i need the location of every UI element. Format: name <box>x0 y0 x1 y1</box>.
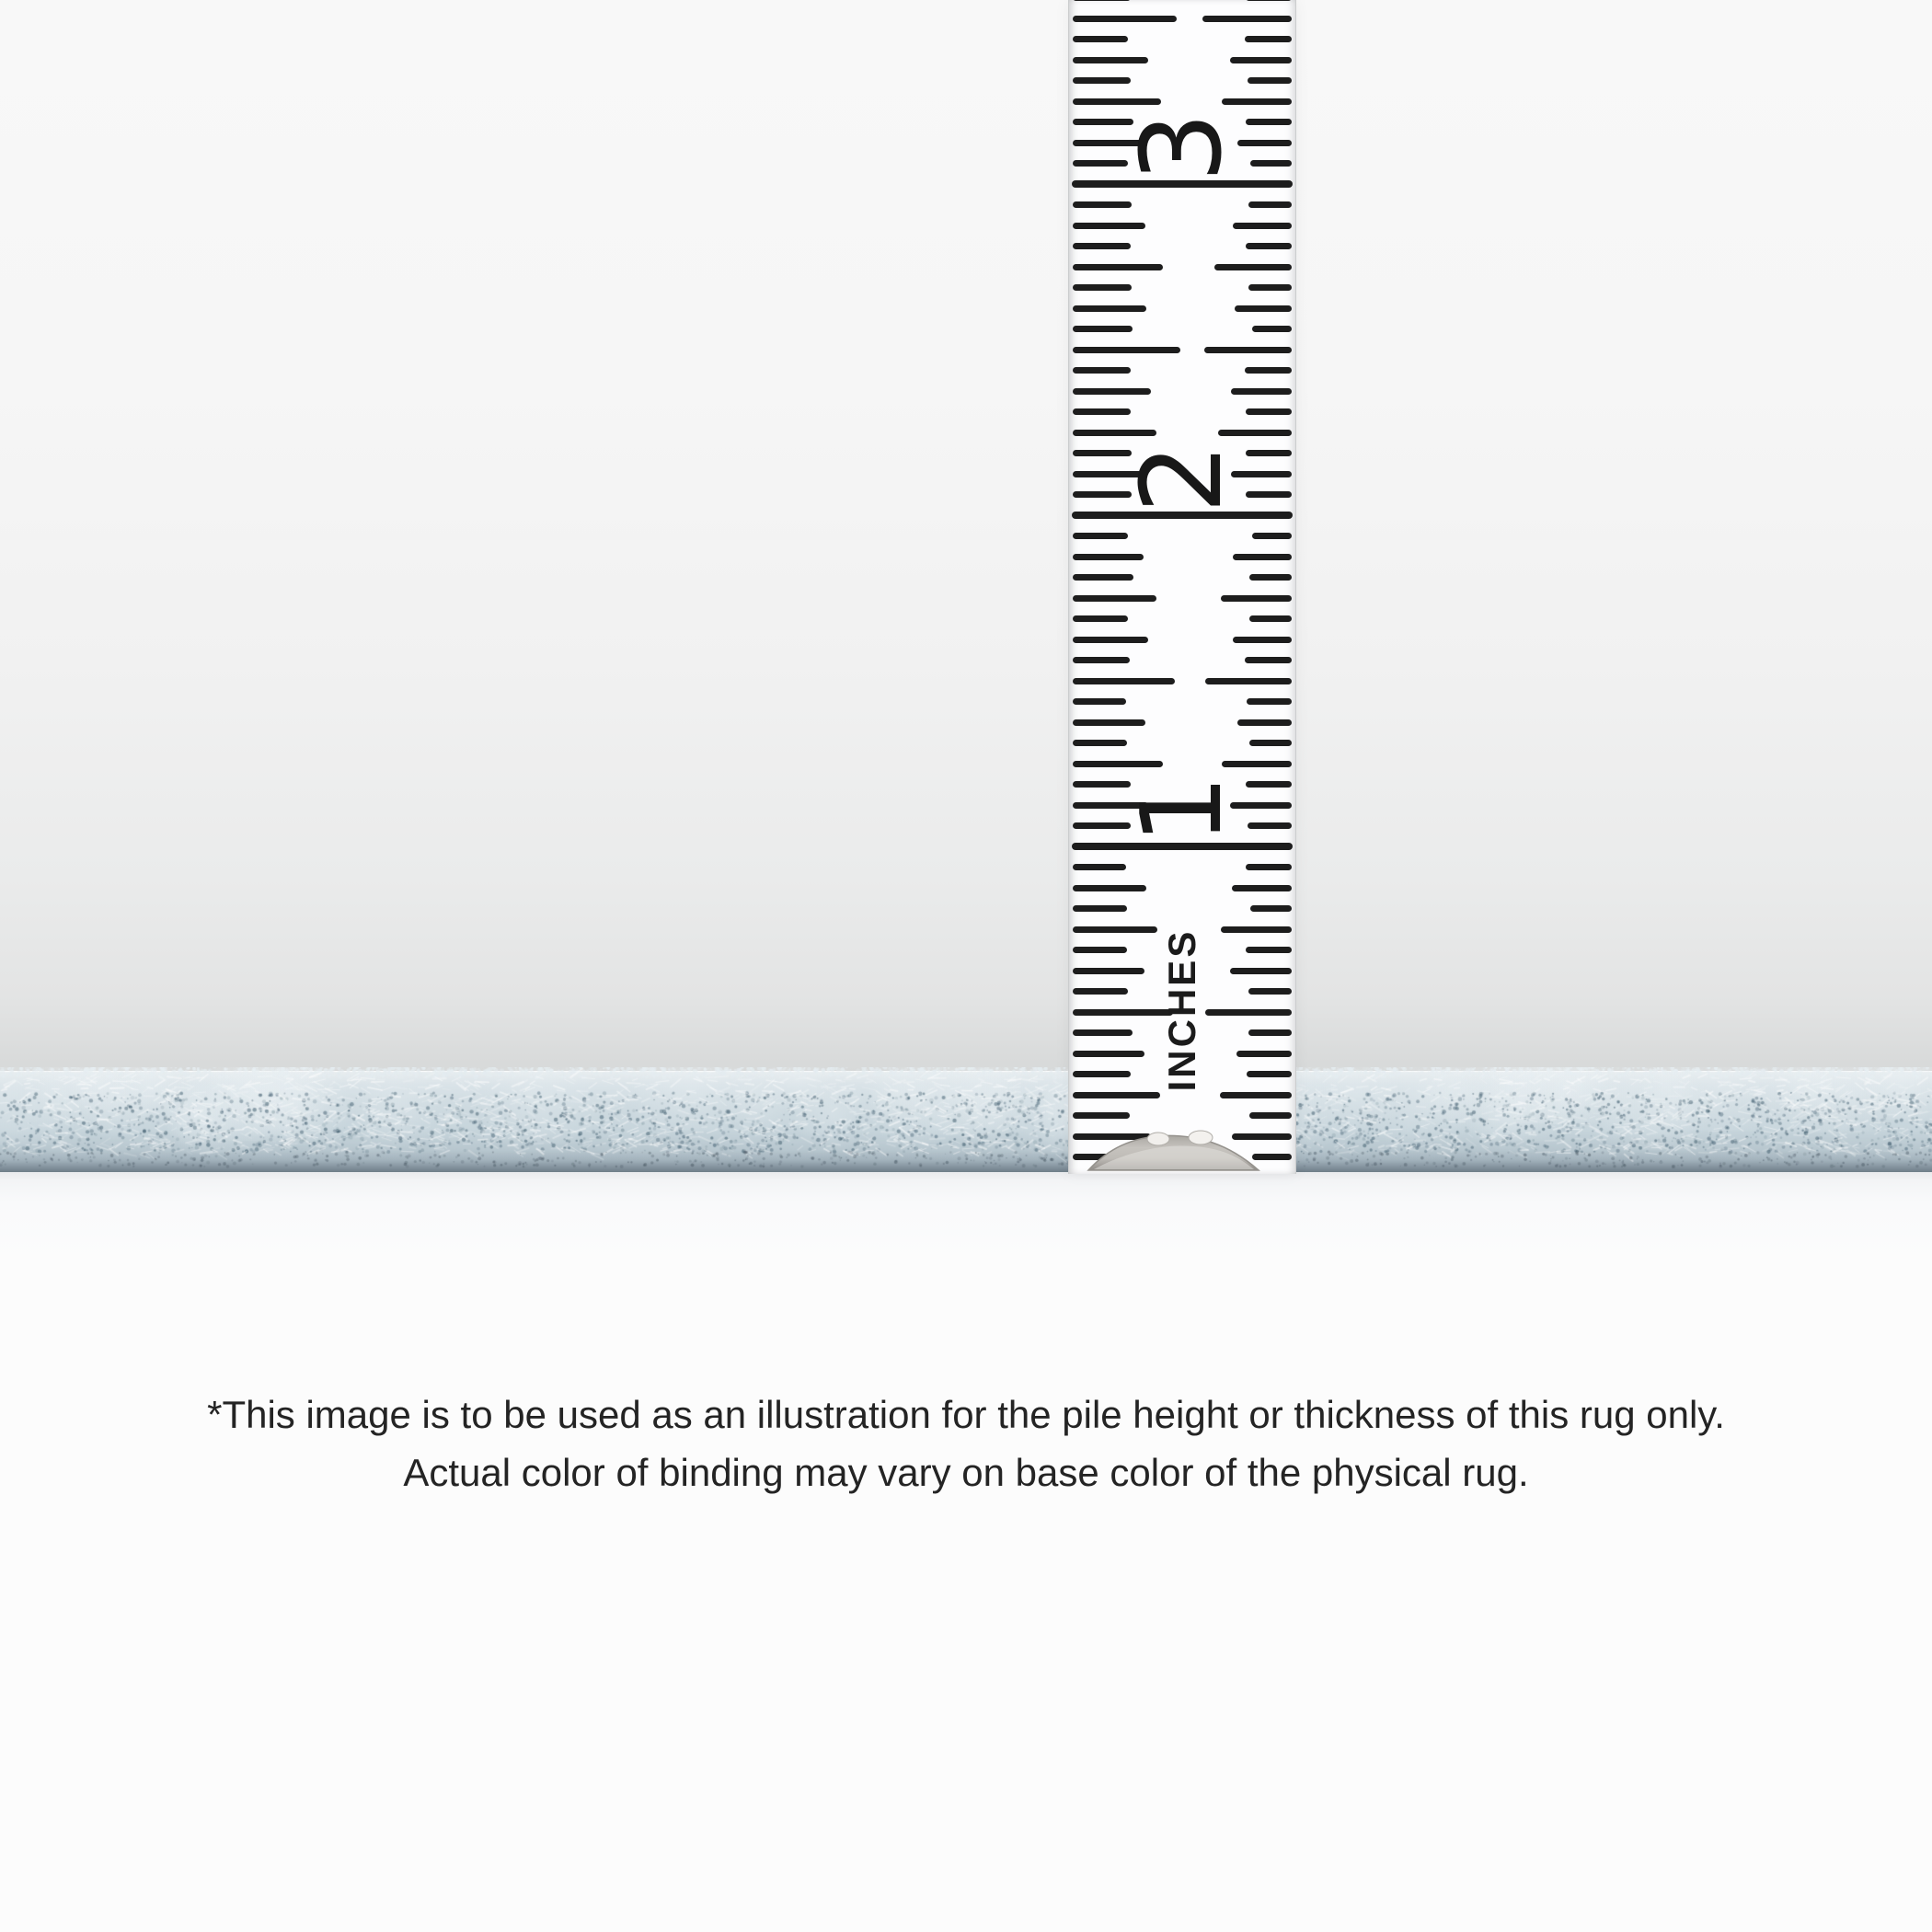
ruler-tick-right <box>1245 36 1292 42</box>
ruler-tick-right <box>1214 264 1292 270</box>
ruler-tick-right <box>1247 1071 1292 1077</box>
ruler-tick-left <box>1073 367 1131 374</box>
ruler-tick-right <box>1245 657 1292 663</box>
ruler-tick-right <box>1221 595 1292 602</box>
ruler-tick-left <box>1073 637 1148 643</box>
ruler-tick-right <box>1248 988 1292 995</box>
ruler-tick-left <box>1073 284 1132 291</box>
ruler-tick-left <box>1073 595 1156 602</box>
tape-end-clip <box>1069 1124 1296 1172</box>
ruler-tick-right <box>1230 968 1292 974</box>
ruler-tick-left <box>1073 264 1163 270</box>
ruler-tick-left <box>1073 947 1127 953</box>
ruler-tick-left <box>1073 574 1133 581</box>
ruler-tick-left <box>1073 988 1128 995</box>
ruler-tick-right <box>1204 347 1292 353</box>
floor <box>0 1172 1932 1932</box>
ruler-tick-right <box>1233 637 1293 643</box>
disclaimer-line-1: *This image is to be used as an illustration for the pile height or thickness of this rug only. <box>207 1393 1725 1436</box>
ruler-tick-left <box>1073 1051 1144 1057</box>
ruler-tick-right <box>1202 16 1292 22</box>
ruler-number-1: 1 <box>1119 774 1247 845</box>
ruler-tick-left <box>1073 16 1177 22</box>
ruler-tick-left <box>1073 1092 1160 1098</box>
ruler-tick-left <box>1073 36 1128 42</box>
rug-pile-texture <box>0 1067 1932 1172</box>
ruler-tick-right <box>1248 284 1292 291</box>
ruler-tick-right <box>1235 305 1292 312</box>
ruler-tick-right <box>1248 1029 1292 1036</box>
clip-rivet-right <box>1189 1131 1213 1144</box>
ruler-tick-right <box>1205 1009 1292 1016</box>
tape-measure <box>1068 0 1296 1174</box>
ruler-tick-left <box>1073 347 1180 353</box>
ruler-tick-right <box>1246 243 1292 249</box>
ruler-number-2: 2 <box>1119 443 1247 514</box>
ruler-tick-left <box>1073 305 1146 312</box>
ruler-tick-left <box>1073 905 1127 912</box>
ruler-tick-right <box>1221 926 1292 933</box>
rug-cross-section <box>0 1067 1932 1172</box>
ruler-tick-right <box>1236 1051 1292 1057</box>
ruler-tick-left <box>1073 1009 1173 1016</box>
ruler-tick-right <box>1249 1112 1292 1119</box>
ruler-tick-right <box>1249 615 1292 622</box>
ruler-tick-left <box>1073 0 1131 1</box>
ruler-tick-right <box>1205 678 1292 684</box>
ruler-tick-left <box>1073 326 1133 332</box>
ruler-tick-left <box>1073 968 1144 974</box>
ruler-tick-right <box>1246 0 1292 1</box>
disclaimer-line-2: Actual color of binding may vary on base color of the physical rug. <box>403 1451 1529 1494</box>
ruler-tick-left <box>1073 926 1157 933</box>
ruler-tick-left <box>1073 1112 1130 1119</box>
ruler-tick-left <box>1073 678 1175 684</box>
ruler-tick-right <box>1252 326 1292 332</box>
ruler-tick-right <box>1250 905 1292 912</box>
clip-rivet-left <box>1147 1133 1169 1145</box>
ruler-tick-left <box>1073 1029 1133 1036</box>
ruler-tick-left <box>1073 243 1131 249</box>
disclaimer-text <box>0 1386 1932 1501</box>
ruler-tick-right <box>1220 1092 1292 1098</box>
ruler-number-3: 3 <box>1119 111 1247 183</box>
ruler-tick-left <box>1073 1071 1131 1077</box>
ruler-tick-left <box>1073 657 1130 663</box>
ruler-tick-right <box>1247 698 1292 705</box>
ruler-tick-left <box>1073 698 1126 705</box>
ruler-tick-right <box>1249 574 1292 581</box>
ruler-unit-label: INCHES <box>1160 928 1203 1092</box>
ruler-tick-left <box>1073 615 1128 622</box>
ruler-tick-right <box>1245 367 1292 374</box>
ruler-tick-right <box>1246 947 1292 953</box>
